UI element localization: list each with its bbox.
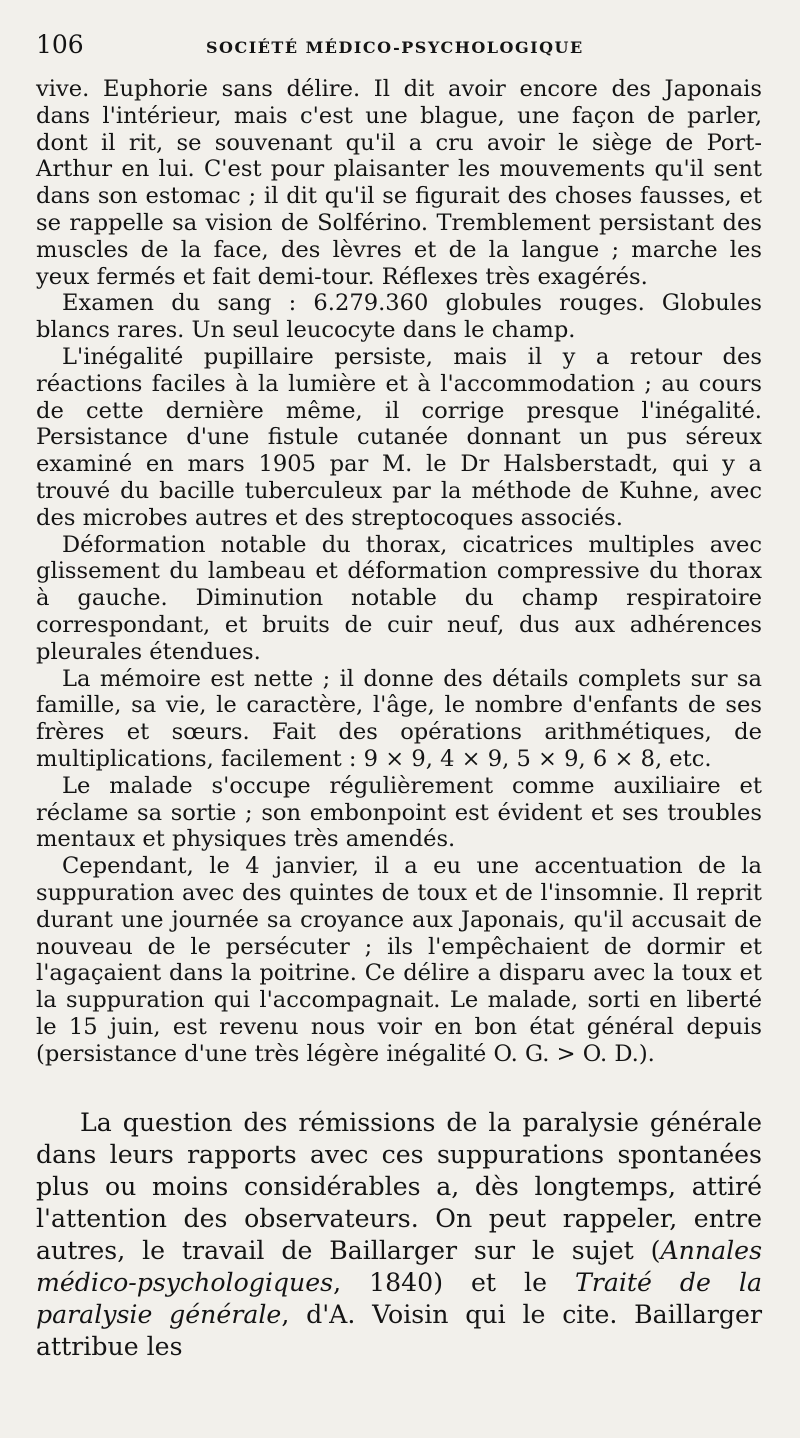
paragraph: Examen du sang : 6.279.360 globules rouges. Globules blancs rares. Un seul leucocyte dans le champ. bbox=[36, 290, 762, 344]
journal-title: Annales médico-psychologiques bbox=[36, 1236, 762, 1298]
case-report-text bbox=[36, 76, 762, 1067]
text-run: La question des rémissions de la paralysie générale dans leurs rapports avec ces suppurations spontanées plus ou moins considérables a, dès longtemps, attiré l'attention des observateurs. On peut rappeler, entre autres, le travail de Baillarger sur le sujet ( bbox=[36, 1108, 762, 1266]
section-gap bbox=[36, 1067, 762, 1107]
running-head: SOCIÉTÉ MÉDICO-PSYCHOLOGIQUE bbox=[206, 38, 584, 57]
paragraph: vive. Euphorie sans délire. Il dit avoir encore des Japonais dans l'intérieur, mais c'est une blague, une façon de parler, dont il rit, se souvenant qu'il a cru avoir le siège de Port-Arthur en lui. C'est pour plaisanter les mouvements qu'il sent dans son estomac ; il dit qu'il se figurait des choses fausses, et se rappelle sa vision de Solférino. Tremblement persistant des muscles de la face, des lèvres et de la langue ; marche les yeux fermés et fait demi-tour. Réflexes très exagérés. bbox=[36, 76, 762, 290]
paragraph: La mémoire est nette ; il donne des détails complets sur sa famille, sa vie, le caractère, l'âge, le nombre d'enfants de ses frères et sœurs. Fait des opérations arithmétiques, de multiplications, facilement : 9 × 9, 4 × 9, 5 × 9, 6 × 8, etc. bbox=[36, 665, 762, 772]
paragraph: Déformation notable du thorax, cicatrices multiples avec glissement du lambeau et déformation compressive du thorax à gauche. Diminution notable du champ respiratoire correspondant, et bruits de cuir neuf, dus aux adhérences pleurales étendues. bbox=[36, 531, 762, 665]
book-title: Traité de la paralysie générale bbox=[36, 1268, 762, 1330]
paragraph: Cependant, le 4 janvier, il a eu une accentuation de la suppuration avec des quintes de toux et de l'insomnie. Il reprit durant une journée sa croyance aux Japonais, qu'il accusait de nouveau de le persécuter ; ils l'empêchaient de dormir et l'agaçaient dans la poitrine. Ce délire a disparu avec la toux et la suppuration qui l'accompagnait. Le malade, sorti en liberté le 15 juin, est revenu nous voir en bon état général depuis (persistance d'une très légère inégalité O. G. > O. D.). bbox=[36, 853, 762, 1067]
paragraph bbox=[36, 1107, 762, 1363]
page-number: 106 bbox=[36, 30, 84, 59]
text-run: , 1840) et le bbox=[333, 1268, 575, 1298]
paragraph: Le malade s'occupe régulièrement comme auxiliaire et réclame sa sortie ; son embonpoint est évident et ses troubles mentaux et physiques très amendés. bbox=[36, 772, 762, 853]
discussion-text bbox=[36, 1107, 762, 1363]
paragraph: L'inégalité pupillaire persiste, mais il y a retour des réactions faciles à la lumière et à l'accommodation ; au cours de cette dernière même, il corrige presque l'inégalité. Persistance d'une fistule cutanée donnant un pus séreux examiné en mars 1905 par M. le Dr Halsberstadt, qui y a trouvé du bacille tuberculeux par la méthode de Kuhne, avec des microbes autres et des streptocoques associés. bbox=[36, 343, 762, 531]
text-run: , d'A. Voisin qui le cite. Baillarger attribue les bbox=[36, 1300, 762, 1362]
page-header bbox=[36, 30, 762, 76]
